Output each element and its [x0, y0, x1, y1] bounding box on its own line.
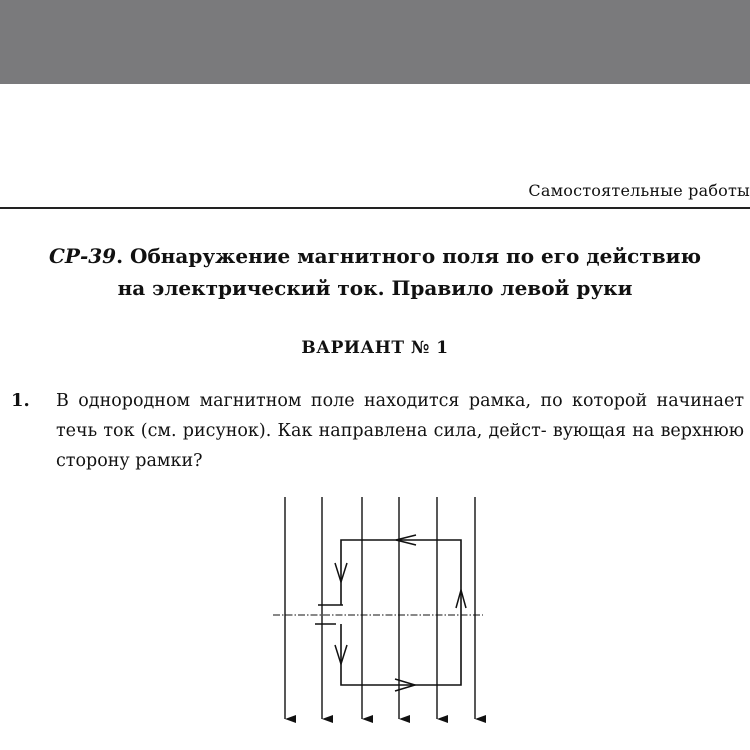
section-title-line2: на электрический ток. Правило левой руки	[117, 276, 633, 300]
top-bar	[0, 0, 750, 84]
section-code: СР-39	[49, 244, 117, 268]
header-rule	[0, 207, 750, 209]
task-number: 1.	[11, 390, 30, 411]
variant-heading: ВАРИАНТ № 1	[301, 338, 449, 358]
section-title	[0, 240, 750, 304]
running-header: Самостоятельные работы	[528, 181, 750, 200]
current-frame	[341, 540, 461, 685]
task-text: В однородном магнитном поле находится рамка, по которой начинает течь ток (см. рисунок). Как направлена сила, дейст- вующая на верхнюю сторону рамки?	[56, 391, 744, 471]
section-title-line1: . Обнаружение магнитного поля по его действию	[116, 244, 701, 268]
magnetic-field-figure	[268, 495, 488, 725]
